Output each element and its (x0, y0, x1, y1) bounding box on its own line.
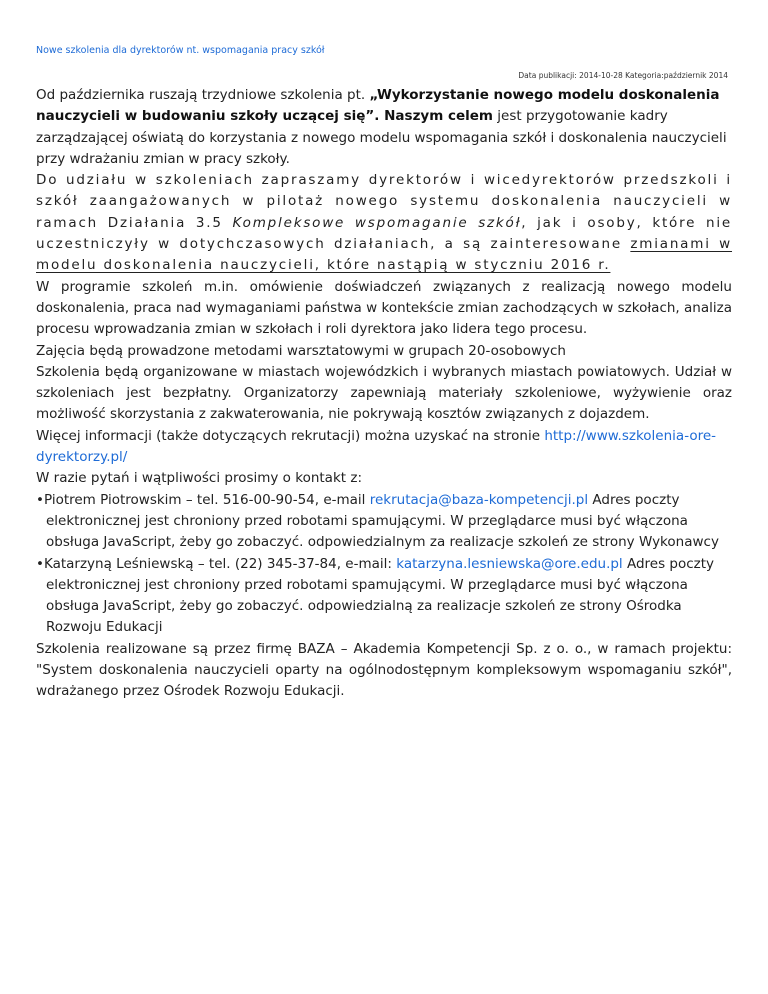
intro-paragraph (36, 85, 732, 170)
intro-text-end: jest przygotowanie kadry zarządzającej oświatą do korzystania z nowego modelu wspomagania szkół i doskonalenia nauczycieli przy wdrażaniu zmian w pracy szkoły. (36, 108, 727, 167)
publication-meta: Data publikacji: 2014-10-28 Kategoria:październik 2014 (518, 71, 728, 80)
more-info-paragraph (36, 426, 732, 469)
closing-paragraph: Szkolenia realizowane są przez firmę BAZA – Akademia Kompetencji Sp. z o. o., w ramach projektu: "System doskonalenia nauczycieli oparty na ogólnodostępnym kompleksowym wspomaganiu szkół", wdrażanego przez Ośrodek Rozwoju Edukacji. (36, 640, 732, 700)
organization-paragraph: Szkolenia będą organizowane w miastach wojewódzkich i wybranych miastach powiatowych. Udział w szkoleniach jest bezpłatny. Organizatorzy zapewniają materiały szkoleniowe, wyżywienie oraz możliwość skorzystania z zakwaterowania, nie pokrywają kosztów związanych z dojazdem. (36, 363, 732, 423)
contact-item (36, 490, 732, 554)
program-paragraph: W programie szkoleń m.in. omówienie doświadczeń związanych z realizacją nowego modelu doskonalenia, praca nad wymaganiami państwa w kontekście zmian zachodzących w szkołach, analiza procesu wprowadzania zmian w szkołach i roli dyrektora jako lidera tego procesu. (36, 278, 732, 338)
contact-text: Katarzyną Leśniewską – tel. (22) 345-37-84, e-mail: (43, 555, 397, 572)
contact-intro: W razie pytań i wątpliwości prosimy o kontakt z: (36, 470, 362, 487)
more-info-text: Więcej informacji (także dotyczących rekrutacji) można uzyskać na stronie (36, 427, 545, 444)
contact-text-end: Adres poczty elektronicznej jest chroniony przed robotami spamującymi. W przeglądarce musi być włączona obsługa JavaScript, żeby go zobaczyć. odpowiedzialną za realizacje szkoleń ze strony Ośrodka Rozwoju Edukacji (46, 555, 715, 636)
intro-text: Od października ruszają trzydniowe szkolenia pt. (36, 87, 370, 103)
email-link[interactable]: katarzyna.lesniewska@ore.edu.pl (396, 555, 623, 572)
contact-text-end: Adres poczty elektronicznej jest chroniony przed robotami spamującymi. W przeglądarce musi być włączona obsługa JavaScript, żeby go zobaczyć. odpowiedzialnym za realizacje szkoleń ze strony Wykonawcy (46, 491, 719, 551)
contact-text: Piotrem Piotrowskim – tel. 516-00-90-54, e-mail (43, 491, 370, 508)
program-name: Kompleksowe wspomaganie szkół (232, 214, 522, 231)
website-link[interactable]: http://www.szkolenia-ore-dyrektorzy.pl/ (36, 427, 717, 466)
model-change-note: zmianami w modelu doskonalenia nauczycieli, które nastąpią w styczniu 2016 r. (36, 236, 733, 274)
invitation-text-mid: , jak i osoby, które nie uczestniczyły w dotychczasowych działaniach, a są zainteresowane (36, 214, 732, 253)
bullet-icon: • (36, 491, 44, 508)
email-link[interactable]: rekrutacja@baza-kompetencji.pl (369, 491, 589, 508)
contact-item (36, 554, 732, 639)
format-paragraph: Zajęcia będą prowadzone metodami warsztatowymi w grupach 20-osobowych (36, 342, 566, 359)
invitation-text: Do udziału w szkoleniach zapraszamy dyrektorów i wicedyrektorów przedszkoli i szkół zaangażowanych w pilotaż nowego systemu doskonalenia nauczycieli w ramach Działania 3.5 (36, 172, 732, 231)
training-title: „Wykorzystanie nowego modelu doskonalenia nauczycieli w budowaniu szkoły uczącej się”. Naszym celem (36, 87, 720, 125)
article-body (36, 85, 732, 703)
article-title: Nowe szkolenia dla dyrektorów nt. wspomagania pracy szkół (36, 45, 325, 56)
bullet-icon: • (36, 555, 44, 572)
invitation-paragraph (36, 170, 732, 276)
